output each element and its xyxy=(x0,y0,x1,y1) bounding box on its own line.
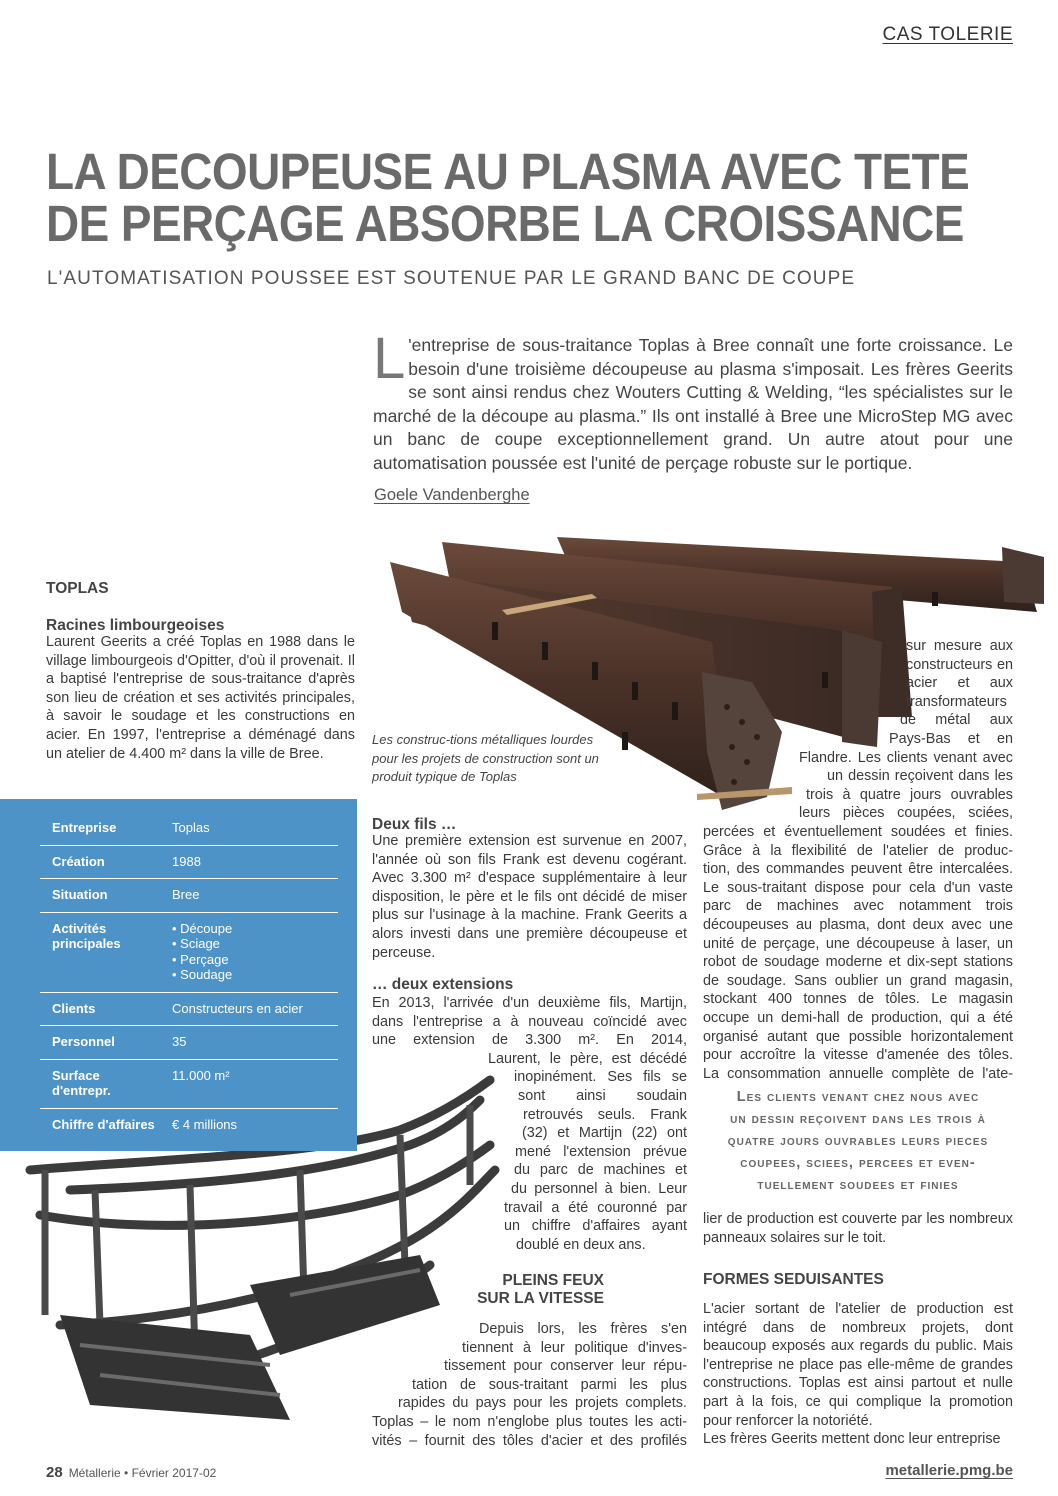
text-line: trois à quatre jours ouvrables xyxy=(806,786,1013,803)
info-table xyxy=(40,812,338,1141)
quote-line: tuellement soudees et finies xyxy=(757,1177,959,1193)
text-line: retrouvés seuls. Frank xyxy=(523,1106,687,1123)
info-value: • Sciage xyxy=(172,936,220,951)
text-line: robot de soudage moderne et dix-sept stations xyxy=(703,954,1013,971)
headline xyxy=(46,143,1009,252)
text-line: découpeuses au plasma, dont deux avec une xyxy=(703,917,1013,933)
formes-heading: FORMES SEDUISANTES xyxy=(703,1271,884,1288)
heading-line: SUR LA VITESSE xyxy=(477,1290,604,1307)
text-line: tiennent à leur politique d'inves- xyxy=(462,1339,687,1356)
text-line: transformateurs xyxy=(906,693,1007,710)
info-row xyxy=(40,1059,338,1108)
text-line: unité de perçage, une découpeuse à laser, un xyxy=(703,935,1013,952)
text-line: organisé autant que possible horizontalement xyxy=(703,1028,1013,1045)
text-line: Le sous-traitant dispose pour cela d'un vaste xyxy=(703,879,1013,896)
text-line: Depuis lors, les frères s'en xyxy=(479,1321,687,1337)
info-value: 11.000 m² xyxy=(162,1059,338,1108)
formes-last-line: Les frères Geerits mettent donc leur entreprise xyxy=(703,1431,1001,1448)
text-line: sur mesure aux xyxy=(906,638,1013,654)
text-line: tion, des commandes peuvent être intercalées. xyxy=(703,861,1013,878)
info-row xyxy=(40,845,338,879)
info-value: € 4 millions xyxy=(172,1116,238,1132)
intro-paragraph xyxy=(373,326,1013,475)
toplas-heading: TOPLAS xyxy=(46,580,109,597)
info-label: Création xyxy=(40,845,162,879)
info-label: Activités principales xyxy=(40,912,162,992)
text-line: travail a été couronné par xyxy=(504,1199,687,1216)
text-line: Grâce à la flexibilité de l'atelier de produc- xyxy=(703,842,1013,859)
pull-quote xyxy=(703,1086,1013,1196)
subheadline: L'AUTOMATISATION POUSSEE EST SOUTENUE PAR LE GRAND BANC DE COUPE xyxy=(47,268,856,289)
text-line: La consommation annuelle complète de l'ate- xyxy=(703,1065,1013,1082)
info-value: 1988 xyxy=(162,845,338,879)
text-line: constructeurs en xyxy=(906,656,1013,673)
intro-text: 'entreprise de sous-traitance Toplas à Bree connaît une forte croissance. Le besoin d'une troisième découpeuse au plasma s'imposait. Les frères Geerits se sont ainsi rendus chez Wouters Cutting & Welding, “les spécialistes sur le marché de la découpe au plasma.” Ils ont installé à Bree une MicroStep MG avec un banc de coupe exceptionnellement grand. Un autre atout pour une automatisation poussée est l'unité de perçage robuste sur le portique. xyxy=(373,335,1013,473)
info-value: • Soudage xyxy=(172,967,233,982)
info-value: Constructeurs en acier xyxy=(162,992,338,1026)
text-line: leurs pièces coupées, sciées, xyxy=(799,805,1013,822)
text-line: sont ainsi soudain xyxy=(518,1088,687,1104)
text-line: de métal aux xyxy=(900,712,1013,729)
text-line: Toplas – le nom n'englobe plus toutes les acti- xyxy=(372,1414,687,1430)
info-box xyxy=(0,799,357,1151)
info-row xyxy=(40,1026,338,1060)
quote-line: coupees, sciees, percees et even- xyxy=(740,1155,976,1171)
text-line: Pays-Bas et en xyxy=(889,731,1013,747)
info-label: Entreprise xyxy=(40,812,162,845)
text-line: du parc de machines et xyxy=(514,1162,687,1179)
info-value: • Perçage xyxy=(172,951,229,967)
text-line: tation de sous-traitant parmi les plus xyxy=(412,1376,687,1393)
info-row xyxy=(40,912,338,992)
text-line: rapides du pays pour les projets complets. xyxy=(398,1395,687,1412)
info-label: Clients xyxy=(40,992,162,1026)
text-line: En 2013, l'arrivée d'un deuxième fils, Martijn, xyxy=(372,995,687,1011)
text-line: Flandre. Les clients venant avec xyxy=(799,749,1013,766)
author-link[interactable]: Goele Vandenberghe xyxy=(374,486,530,504)
deux-fils-text: Une première extension est survenue en 2007, l'année où son fils Frank est devenu cogérant. Avec 3.300 m² d'espace supplémentaire à leur disposition, le père et le fils ont décidé de miser plus sur l'usinage à la machine. Frank Geerits a alors investi dans une première découpeuse et perceuse. xyxy=(372,833,687,961)
magazine-issue: Métallerie • Février 2017-02 xyxy=(68,1466,217,1480)
text-line: mené l'extension prévue xyxy=(515,1143,687,1160)
text-line: acier et aux xyxy=(906,675,1013,692)
footer-left xyxy=(46,1464,216,1481)
quote-line: quatre jours ouvrables leurs pieces xyxy=(727,1133,989,1149)
headline-line-1: LA DECOUPEUSE AU PLASMA AVEC TETE xyxy=(46,143,970,200)
formes-paragraph: L'acier sortant de l'atelier de production est intégré dans de nombreux projets, dont beaucoup exposés aux regards du public. Mais l'entreprise ne place pas elle-même de grandes constructions. Toplas est ainsi partout et nulle part à la fois, ce qui complique la promotion pour renforcer la notoriété. xyxy=(703,1301,1013,1429)
dropcap: L xyxy=(373,326,406,391)
info-row xyxy=(40,1108,338,1141)
formes-text xyxy=(703,1300,1013,1449)
text-line: un dessin reçoivent dans les xyxy=(827,768,1013,785)
quote-line: Les clients venant chez nous avec xyxy=(736,1089,980,1105)
info-label: Surface d'entrepr. xyxy=(40,1059,162,1108)
quote-line: un dessin reçoivent dans les trois à xyxy=(730,1111,986,1127)
text-line: occupe un demi-hall de production, qui a été xyxy=(703,1010,1013,1026)
info-value: Bree xyxy=(162,879,338,913)
text-line: percées et éventuellement soudées et finies. xyxy=(703,824,1013,840)
text-line: vités – fournit des tôles d'acier et des profilés xyxy=(372,1432,687,1449)
info-label: Situation xyxy=(40,879,162,913)
text-line: un chiffre d'affaires ayant xyxy=(504,1218,687,1235)
text-line: dans l'entreprise a à nouveau coïncidé avec xyxy=(372,1013,687,1030)
info-value: 35 xyxy=(162,1026,338,1060)
text-line: Laurent, le père, est décédé xyxy=(488,1050,687,1067)
page-number: 28 xyxy=(46,1464,63,1481)
info-value-list xyxy=(162,912,338,992)
text-line: parc de machines avec notamment trois xyxy=(703,898,1013,915)
info-label: Personnel xyxy=(40,1026,162,1060)
text-line: (32) et Martijn (22) ont xyxy=(522,1125,687,1142)
info-value: Toplas xyxy=(162,812,338,845)
info-label: Chiffre d'affaires xyxy=(52,1116,155,1132)
text-line: du personnel à bien. Leur xyxy=(511,1181,687,1197)
racines-heading: Racines limbourgeoises xyxy=(46,617,225,634)
info-row xyxy=(40,812,338,845)
footer-url-link[interactable]: metallerie.pmg.be xyxy=(885,1462,1013,1479)
text-line: tissement pour conserver leur répu- xyxy=(444,1358,687,1375)
text-line: stockant 400 tonnes de tôles. Le magasin xyxy=(703,991,1013,1008)
deux-fils-heading: Deux fils … xyxy=(372,816,457,833)
pleins-feux-heading xyxy=(440,1272,604,1308)
extensions-heading: … deux extensions xyxy=(372,976,514,993)
text-line: doublé en deux ans. xyxy=(516,1236,646,1253)
text-line: inopinément. Ses fils se xyxy=(514,1069,687,1086)
text-line: pour accroître la vitesse d'amenée des tôles. xyxy=(703,1047,1013,1064)
photo-caption: Les construc-tions métalliques lourdes pour les projets de construction sont un produit typique de Toplas xyxy=(372,732,599,784)
heading-line: PLEINS FEUX xyxy=(502,1272,604,1289)
info-row xyxy=(40,992,338,1026)
text-line: de soudage. Sans oublier un grand magasin, xyxy=(703,972,1013,989)
racines-text: Laurent Geerits a créé Toplas en 1988 dans le village limbourgeois d'Opitter, d'où il provenait. Il a baptisé l'entreprise de sous-traitance d'après son lieu de création et ses activités principales, à savoir le soudage et les constructions en acier. En 1997, l'entreprise a déménagé dans un atelier de 4.400 m² dans la ville de Bree. xyxy=(46,634,355,762)
section-tag: CAS TOLERIE xyxy=(882,24,1013,45)
right-column-continued: lier de production est couverte par les nombreux panneaux solaires sur le toit. xyxy=(703,1211,1013,1246)
headline-line-2: DE PERÇAGE ABSORBE LA CROISSANCE xyxy=(46,195,964,252)
info-row xyxy=(40,879,338,913)
info-value: • Découpe xyxy=(172,920,233,936)
text-line: une extension de 3.300 m². En 2014, xyxy=(372,1032,687,1049)
